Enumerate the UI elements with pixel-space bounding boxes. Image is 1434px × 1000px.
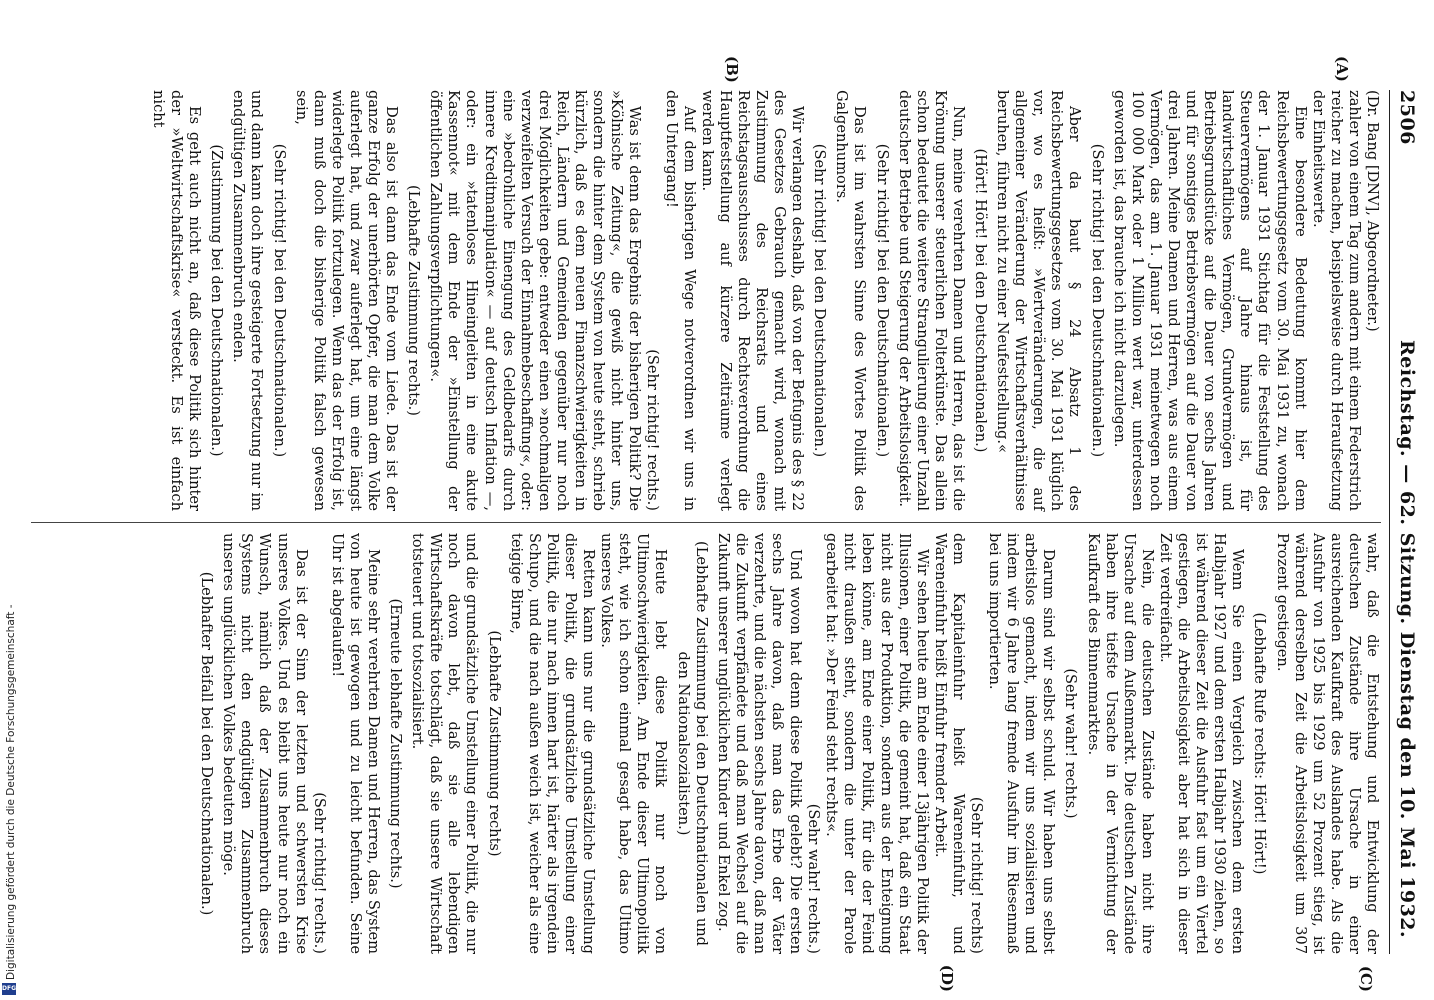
digitization-credit: Digitalisierung gefördert durch die Deutsche Forschungsgemeinschaft - — [5, 604, 17, 980]
text-columns — [31, 56, 1381, 992]
margin-marker-b: (B) — [723, 56, 741, 83]
paragraph: wahr, daß die Entstehung und Entwicklung der deutschen Zustände ihre Ursache in einer ausreichenden Kaufkraft des Auslandes habe. Als die Ausfuhr von 1925 bis 1929 um 52 Prozent stieg, ist während derselben Zeit die Arbeitslosigkeit um 307 Prozent gestiegen. — [1273, 533, 1381, 954]
paragraph: zahler von einem Tag zum andern mit einem Federstrich reicher zu machen, beispielsweise durch Heraufsetzung der Einheitswerte. — [1309, 90, 1363, 511]
dfg-logo-icon: DFG — [2, 983, 16, 995]
interjection: (Lebhafte Rufe rechts: Hört! Hört!) — [1251, 612, 1269, 875]
interjection: (Sehr wahr! rechts.) — [1062, 668, 1080, 819]
page-number: 2506 — [1396, 90, 1418, 145]
interjection: (Lebhafte Zustimmung rechts.) — [405, 185, 423, 416]
page-title: Reichstag. — 62. Sitzung. Dienstag den 10. Mai 1932. — [1396, 340, 1418, 939]
interjection: (Lebhafter Beifall bei den Deutschnationalen.) — [198, 571, 216, 916]
left-column — [31, 56, 1381, 511]
interjection: (Sehr wahr! rechts.) — [805, 803, 823, 954]
paragraph: Wir sehen heute am Ende einer 13jährigen Politik der Illusionen, einer Politik, die gemeint hat, daß ein Staat nicht aus der Produktion, sondern aus der Enteignung leben könne, am Ende einer Politik, für die der Feind nicht draußen steht, sondern die unter der Parole gearbeitet hat: »Der Feind steht rechts«. — [823, 533, 931, 954]
paragraph: Nun, meine verehrten Damen und Herren, das ist die Krönung unserer steuerlichen Folterkünste. Das allein schon bedeutet die weitere Strangulierung einer Unzahl deutscher Betriebe und Steigerung der Arbeitslosigkeit. — [895, 90, 967, 511]
interjection: (Erneute lebhafte Zustimmung rechts.) — [387, 598, 405, 889]
interjection: (Sehr richtig! bei den Deutschnationalen.) — [1088, 143, 1106, 458]
margin-marker-d: (D) — [938, 964, 956, 992]
paragraph: Wenn Sie einen Vergleich zwischen dem ersten Halbjahr 1927 und dem ersten Halbjahr 1930 ziehen, so ist während dieser Zeit die Ausfuhr fast um ein Viertel gestiegen, die Arbeitslosigkeit aber hat sich in dieser Zeit verdreifacht. — [1156, 533, 1247, 954]
paragraph: und dann kann doch ihre gesteigerte Fortsetzung nur im endgültigen Zusammenbruch enden. — [230, 90, 266, 511]
interjection: (Sehr richtig! rechts.) — [310, 792, 328, 954]
paragraph: Auf dem bisherigen Wege notverordnen wir uns in den Untergang! — [662, 90, 698, 511]
paragraph: Darum sind wir selbst schuld. Wir haben uns selbst arbeitslos gemacht, indem wir uns sozialisieren und indem wir 6 Jahre lang fremde Ausfuhr im Riesenmaß bei uns importierten. — [986, 533, 1058, 954]
paragraph: Das also ist dann das Ende vom Liede. Das ist der ganze Erfolg der unerhörten Opfer, die man dem Volke auferlegt hat, und zwar auferlegt hat, um eine längst widerlegte Politik fortzulegen. Wenn das der Erfolg ist, dann muß doch die bisherige Politik falsch gewesen sein, — [292, 90, 401, 511]
interjection: (Hört! Hört! bei den Deutschnationalen.) — [972, 148, 990, 453]
paragraph: Wir verlangen deshalb, daß von der Befugnis des § 22 des Gesetzes Gebrauch gemacht wird, wonach mit Zustimmung des Reichsrats und eines Reichstagsausschusses durch Rechtsverordnung die Hauptfeststellung auf kürzere Zeiträume verlegt werden kann. — [698, 90, 807, 511]
paragraph: Das ist der Sinn der letzten und schwersten Krise unseres Volkes. Und es bleibt uns heute nur noch ein Wunsch, nämlich daß der Zusammenbruch dieses Systems nicht den endgültigen Zusammenbruch unseres unglücklichen Volkes bedeuten möge. — [220, 533, 310, 954]
paragraph: Und wovon hat denn diese Politik gelebt? Die ersten sechs Jahre davon, daß man das Erbe der Väter verzehrte, und die nächsten sechs Jahre davon, daß man die Zukunft verpfändete und daß man Wechsel auf die Zukunft unserer unglücklichen Kinder und Enkel zog. — [714, 533, 805, 954]
margin-marker-a: (A) — [1333, 56, 1351, 82]
paragraph: Es geht auch nicht an, daß diese Politik sich hinter der »Weltwirtschaftskrise« versteckt. Es ist einfach nicht — [150, 90, 204, 511]
paragraph: dem Kapitaleinfuhr heißt Wareneinfuhr, und Wareneinfuhr heißt Einfuhr fremder Arbeit. — [931, 533, 967, 954]
paragraph: Was ist denn das Ergebnis der bisherigen Politik? Die »Kölnische Zeitung«, die gewiß nicht hinter uns, sondern die hinter dem System von heute steht, schrieb kürzlich, daß es dem neuen Finanzschwierigkeiten in Reich, Ländern und Gemeinden gegenüber nur noch drei Möglichkeiten gebe: entweder einen »nochmaligen verzweifelten Versuch der Einnahmebeschaffung«, oder: eine »bedrohliche Einengung des Geldbedarfs durch innere Kreditmanipulation« — auf deutsch Inflation —, oder: ein »tatenloses Hineingleiten in eine akute Kassennot« mit dem Ende der »Einstellung der öffentlichen Zahlungsverpflichtungen«. — [427, 90, 644, 511]
paragraph: und die grundsätzliche Umstellung einer Politik, die nur noch davon lebt, daß sie alle lebendigen Wirtschaftskräfte totschlägt, daß sie unsere Wirtschaft totsteuert und totsozialisiert. — [409, 533, 481, 954]
interjection: (Lebhafte Zustimmung bei den Deutschnationalen und den Nationalsozialisten.) — [674, 541, 710, 946]
interjection: (Lebhafte Zustimmung rechts) — [485, 630, 503, 857]
paragraph: Retten kann uns nur die grundsätzliche Umstellung dieser Politik, die grundsätzliche Umstellung einer Politik, die nur nach innen hart ist, härter als irgendein Schupo, und die nach außen weich ist, weicher als eine teigige Birne, — [507, 533, 598, 954]
page-header — [1389, 90, 1420, 954]
right-column — [31, 533, 1381, 992]
margin-marker-c: (C) — [1357, 965, 1375, 992]
paragraph: (Dr. Bang [DNV], Abgeordneter.) — [1364, 90, 1381, 332]
interjection: (Sehr richtig! bei den Deutschnationalen.) — [873, 143, 891, 458]
interjection: (Zustimmung bei den Deutschnationalen.) — [208, 144, 226, 457]
paragraph: Heute lebt diese Politik nur noch von Ultimoschwierigkeiten. Am Ende dieser Ultimopolitik steht, wie ich schon einmal gesagt habe, das Ultimo unseres Volkes. — [598, 533, 670, 954]
paragraph: Nein, die deutschen Zustände haben nicht ihre Ursache auf dem Außenmarkt. Die deutschen Zustände haben ihre tiefste Ursache in der Vernichtung der Kaufkraft des Binnenmarktes. — [1084, 533, 1156, 954]
paragraph: Das ist im wahrsten Sinne des Wortes Politik des Galgenhumors. — [833, 90, 869, 511]
interjection: (Sehr richtig! bei den Deutschnationalen.) — [270, 143, 288, 458]
interjection: (Sehr richtig! rechts) — [968, 796, 986, 954]
paragraph: Aber da baut § 24 Absatz 1 des Reichsbewertungsgesetzes vom 30. Mai 1931 klüglich vor, wo es heißt: »Wertveränderungen, die auf allgemeiner Veränderung der Wirtschaftsverhältnisse beruhen, führen nicht zu einer Neufeststellung.« — [994, 90, 1084, 511]
interjection: (Sehr richtig! rechts.) — [644, 349, 662, 511]
paragraph: Eine besondere Bedeutung kommt hier dem Reichsbewertungsgesetz vom 30. Mai 1931 zu, wonach der 1. Januar 1931 Stichtag für die Feststellung des Steuervermögens auf Jahre hinaus ist, für landwirtschaftliches Vermögen, Grundvermögen und Betriebsgrundstücke auf die Dauer von sechs Jahren und für sonstiges Betriebsvermögen auf die Dauer von drei Jahren. Meine Damen und Herren, was aus einem Vermögen, das am 1. Januar 1931 meinetwegen noch 100 000 Mark oder 1 Million wert war, unterdessen geworden ist, das brauche ich nicht darzulegen. — [1110, 90, 1309, 511]
interjection: (Sehr richtig! bei den Deutschnationalen.) — [811, 143, 829, 458]
paragraph: Meine sehr verehrten Damen und Herren, das System von heute ist gewogen und zu leicht befunden. Seine Uhr ist abgelaufen! — [328, 533, 383, 954]
